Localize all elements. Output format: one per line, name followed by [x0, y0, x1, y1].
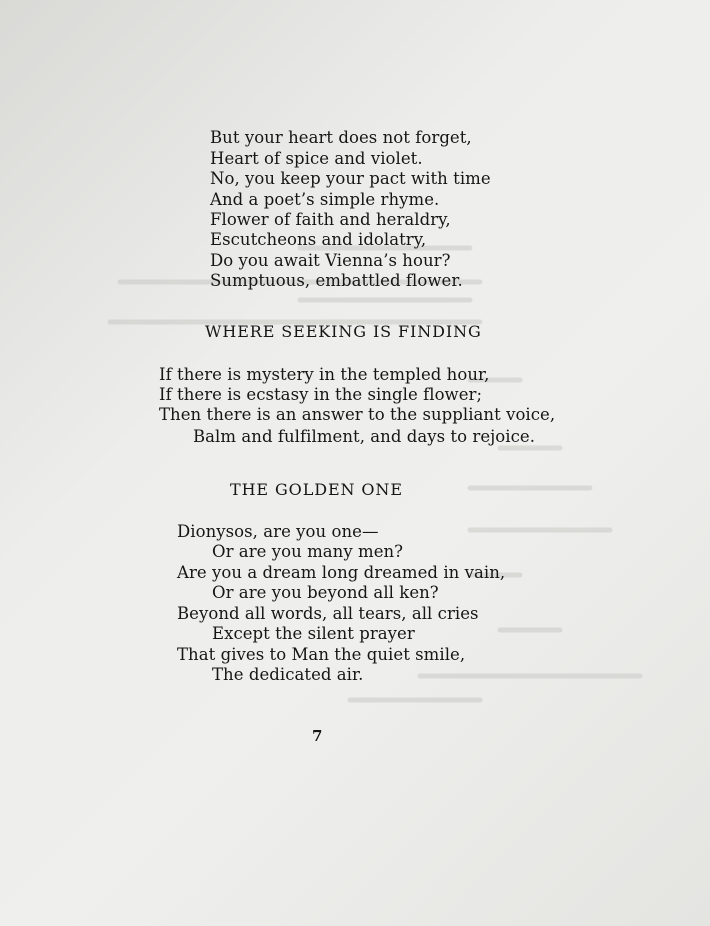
poem1-line: Do you await Vienna’s hour? — [210, 251, 451, 270]
poem2-line: If there is ecstasy in the single flower; — [159, 385, 483, 404]
poem1-line: No, you keep your pact with time — [210, 169, 491, 188]
poem3-title: THE GOLDEN ONE — [230, 480, 403, 499]
poem1-line: Sumptuous, embattled flower. — [210, 271, 463, 290]
poem3-line: Except the silent prayer — [212, 624, 415, 643]
poem3-line: The dedicated air. — [212, 665, 364, 684]
poem1-line: Escutcheons and idolatry, — [210, 230, 427, 249]
poem1-line: Heart of spice and violet. — [210, 149, 423, 168]
poem3-line: Are you a dream long dreamed in vain, — [177, 563, 506, 582]
poem3-line: Or are you many men? — [212, 542, 404, 561]
poem3-line: Dionysos, are you one— — [177, 522, 379, 541]
poem2-line: Then there is an answer to the suppliant voice, — [159, 405, 556, 424]
poem2-title: WHERE SEEKING IS FINDING — [205, 322, 482, 341]
poem2-line: Balm and fulfilment, and days to rejoice. — [193, 427, 536, 446]
poem1-line: But your heart does not forget, — [210, 128, 472, 147]
poem1-line: Flower of faith and heraldry, — [210, 210, 451, 229]
page-number: 7 — [312, 727, 323, 745]
poem2-line: If there is mystery in the templed hour, — [159, 365, 490, 384]
poem1-line: And a poet’s simple rhyme. — [210, 190, 440, 209]
poem3-line: That gives to Man the quiet smile, — [177, 645, 466, 664]
poem3-line: Or are you beyond all ken? — [212, 583, 439, 602]
poem3-line: Beyond all words, all tears, all cries — [177, 604, 479, 623]
